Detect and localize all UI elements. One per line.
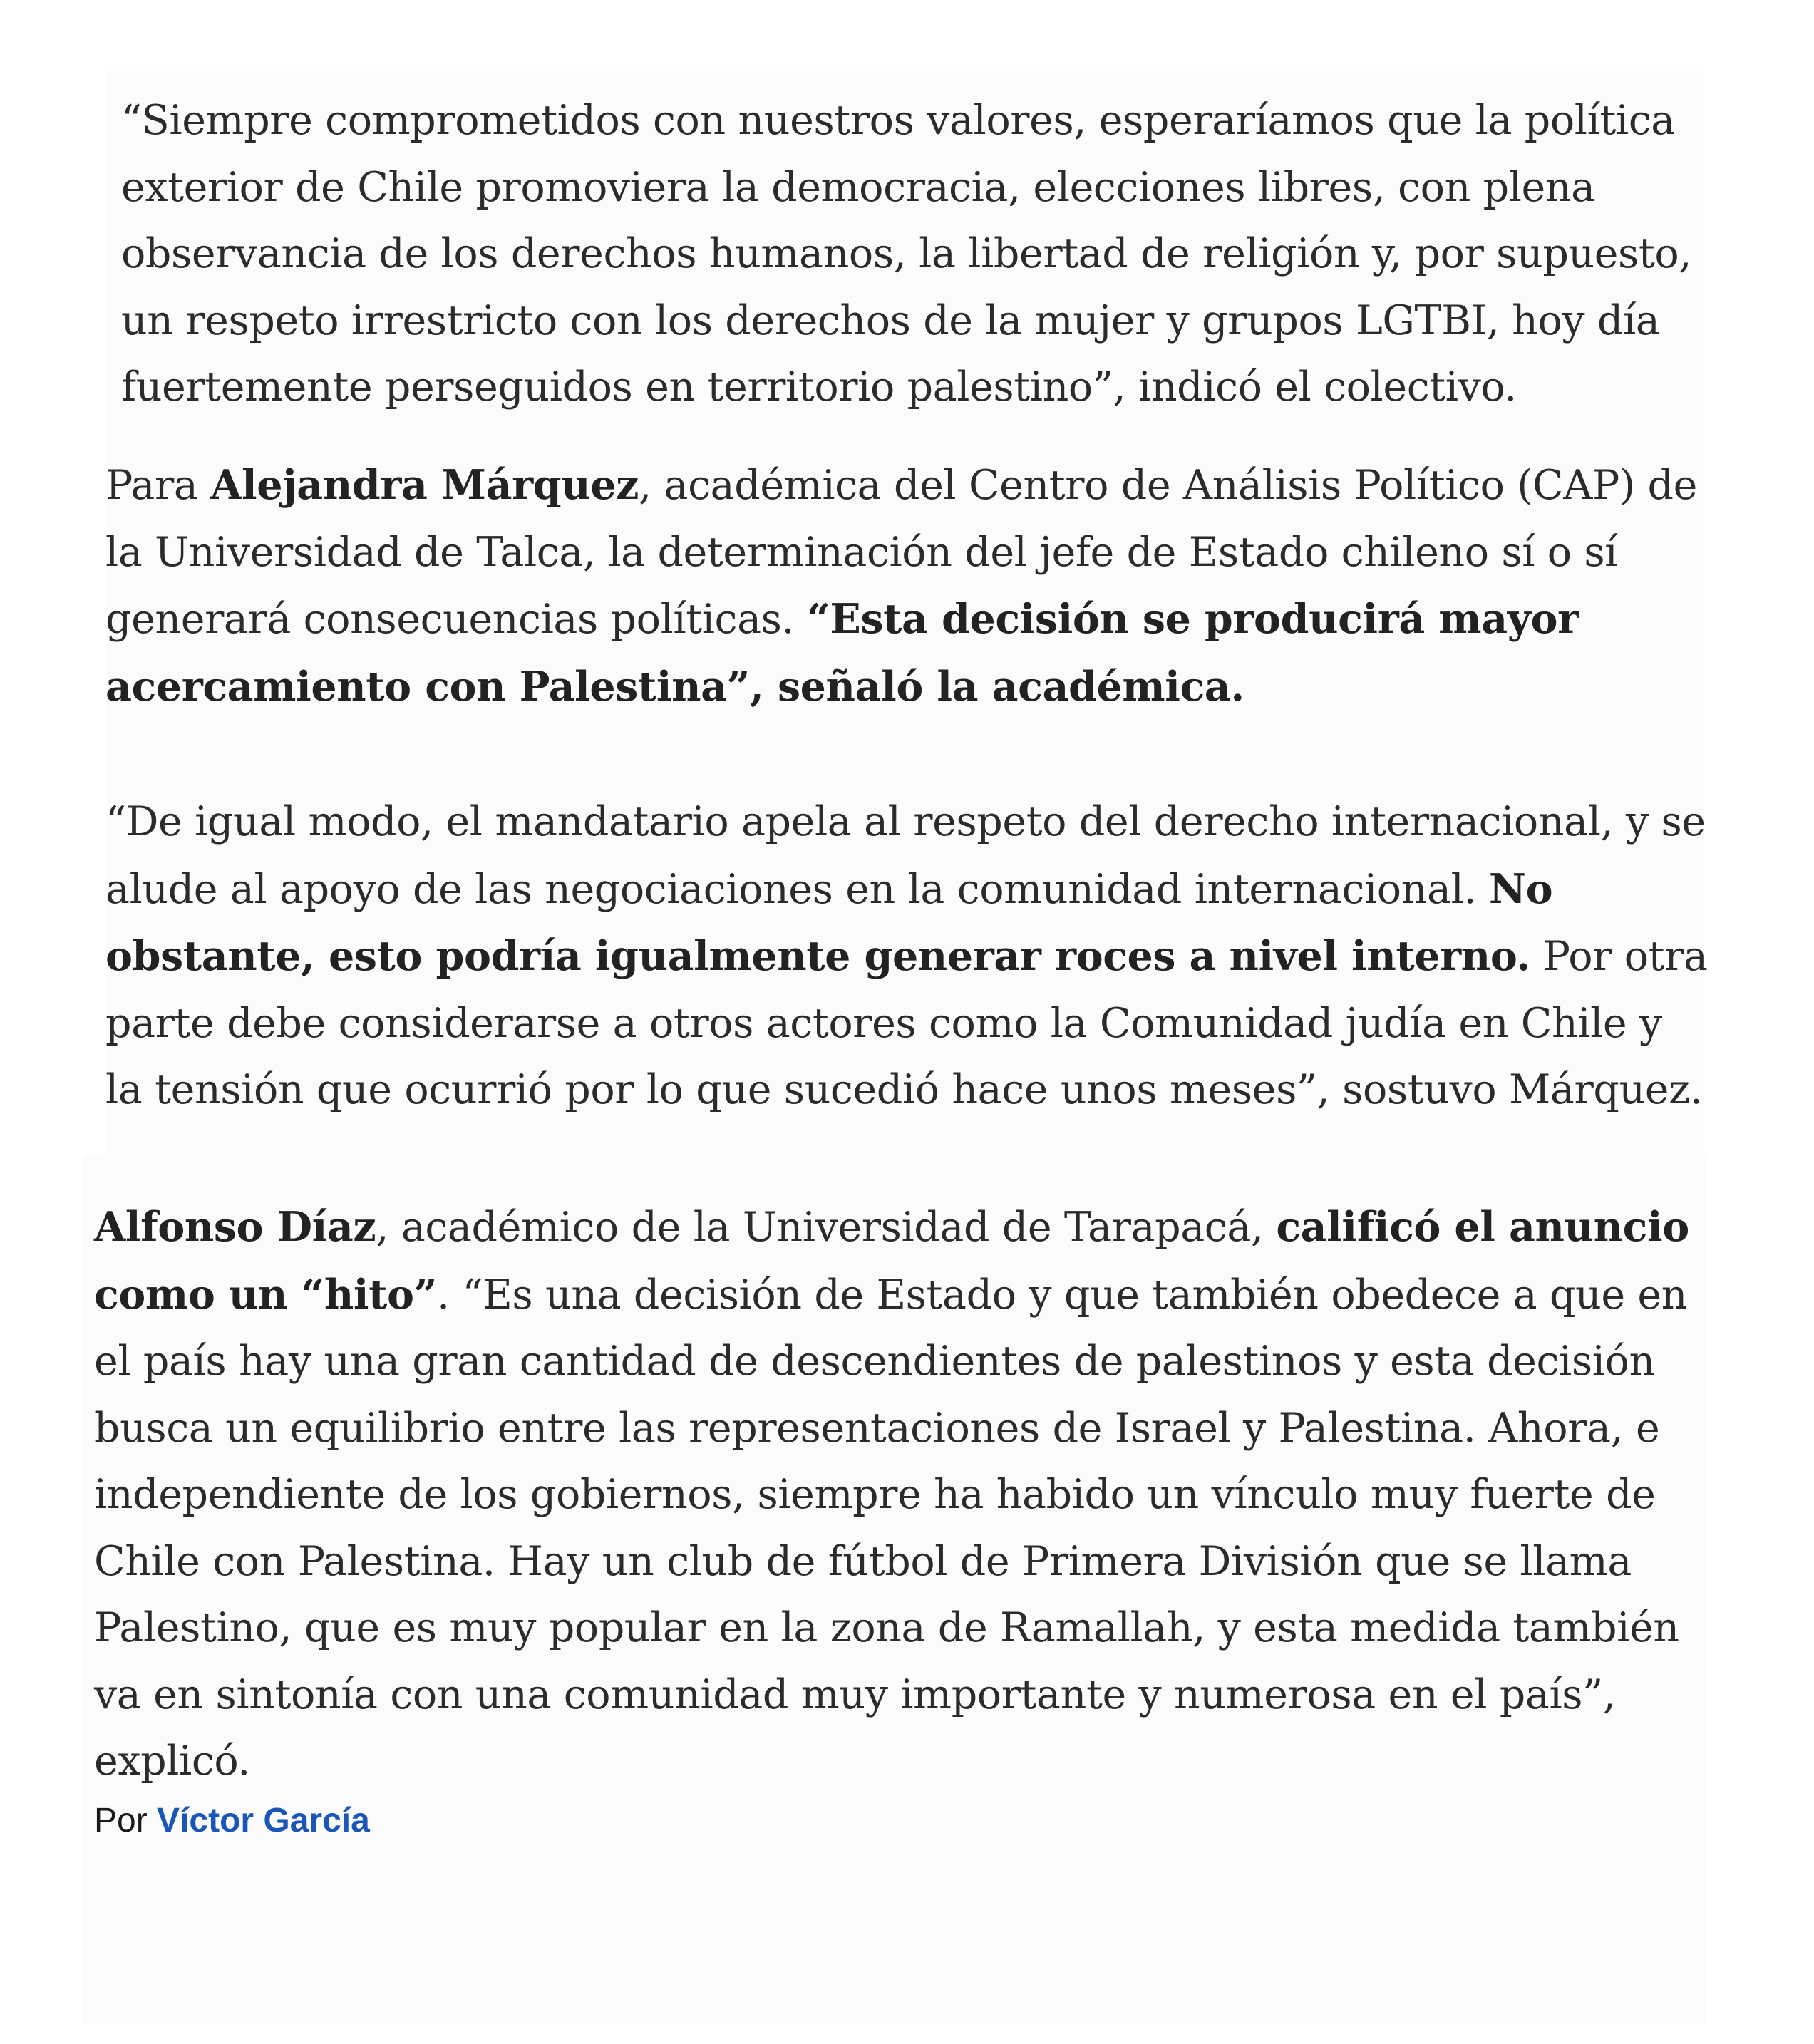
- person-name-bold: Alfonso Díaz: [94, 1203, 376, 1251]
- paragraph-text: Por otra parte debe considerarse a otros actores como la Comunidad judía en Chile y la tensión que ocurrió por lo que sucedió hace unos meses”, sostuvo Márquez.: [105, 933, 1708, 1113]
- paragraph-marquez-quote: [105, 789, 1709, 1124]
- author-byline: [94, 1800, 370, 1842]
- paragraph-alejandra-marquez: [105, 452, 1709, 721]
- paragraph-text: “Siempre comprometidos con nuestros valores, esperaríamos que la política exterior de Chile promoviera la democracia, elecciones libres, con plena observancia de los derechos humanos, la libertad de religión y, por supuesto, un respeto irrestricto con los derechos de la mujer y grupos LGTBI, hoy día fuertemente perseguidos en territorio palestino”, indicó el colectivo.: [121, 97, 1692, 411]
- paragraph-alfonso-diaz: [94, 1194, 1726, 1795]
- paragraph-text: Para: [105, 462, 211, 509]
- paragraph-text: , académico de la Universidad de Tarapacá,: [376, 1204, 1277, 1251]
- bold-quote: calificó el anuncio como un “hito”: [94, 1203, 1689, 1318]
- person-name-bold: Alejandra Márquez: [210, 461, 639, 509]
- byline-prefix: Por: [94, 1802, 158, 1839]
- bold-quote: “Esta decisión se producirá mayor acercamiento con Palestina”, señaló la académica.: [105, 595, 1579, 711]
- paragraph-text: “De igual modo, el mandatario apela al respeto del derecho internacional, y se alude al apoyo de las negociaciones en la comunidad internacional.: [105, 798, 1706, 913]
- paragraph-text: . “Es una decisión de Estado y que también obedece a que en el país hay una gran cantidad de descendientes de palestinos y esta decisión busca un equilibrio entre las representaciones de Israel y Palestina. Ahora, e independiente de los gobiernos, siempre ha habido un vínculo muy fuerte de Chile con Palestina. Hay un club de fútbol de Primera División que se llama Palestino, que es muy popular en la zona de Ramallah, y esta medida también va en sintonía con una comunidad muy importante y numerosa en el país”, explicó.: [94, 1271, 1688, 1785]
- quote-paragraph-values: [121, 88, 1725, 421]
- paragraph-text: , académica del Centro de Análisis Político (CAP) de la Universidad de Talca, la determinación del jefe de Estado chileno sí o sí generará consecuencias políticas.: [105, 462, 1697, 643]
- bold-quote: No obstante, esto podría igualmente generar roces a nivel interno.: [105, 864, 1553, 980]
- author-link[interactable]: Víctor García: [157, 1802, 370, 1839]
